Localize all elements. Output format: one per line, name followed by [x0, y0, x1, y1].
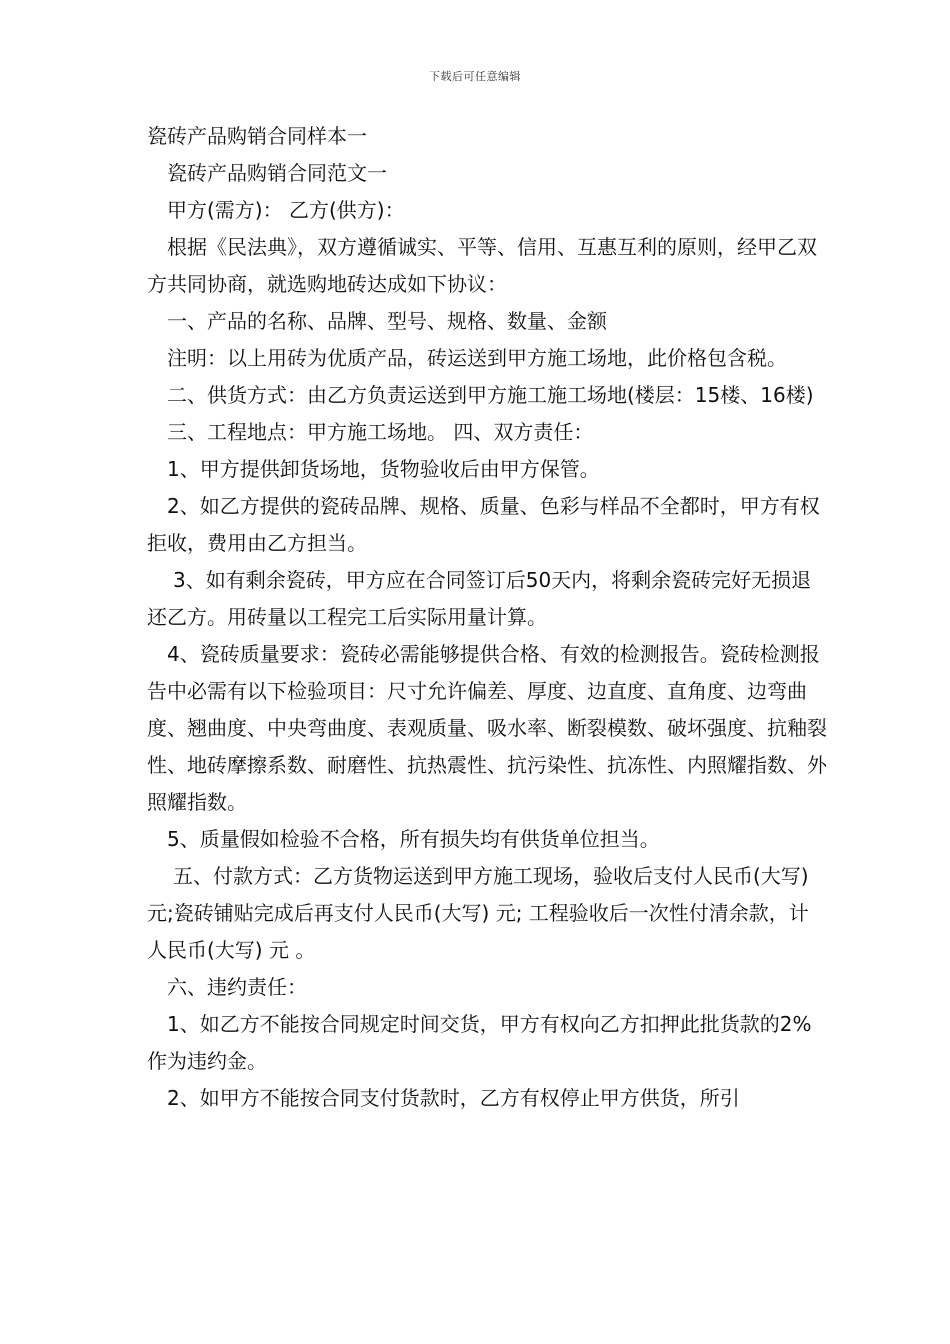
- paragraph-parties: 甲方(需方)： 乙方(供方)：: [167, 198, 405, 222]
- paragraph-section-1: 一、产品的名称、品牌、型号、规格、数量、金额: [167, 309, 607, 333]
- paragraph-section-2: 二、供货方式：由乙方负责运送到甲方施工施工场地(楼层：15楼、16楼): [167, 383, 814, 407]
- paragraph-item-2: 2、如乙方提供的瓷砖品牌、规格、质量、色彩与样品不全都时，甲方有权拒收，费用由乙方担当。: [147, 494, 820, 555]
- header-note: 下载后可任意编辑: [429, 70, 521, 83]
- document-title: 瓷砖产品购销合同样本一: [147, 124, 367, 148]
- paragraph-breach-2: 2、如甲方不能按合同支付货款时，乙方有权停止甲方供货，所引: [167, 1086, 740, 1110]
- paragraph-breach-1: 1、如乙方不能按合同规定时间交货，甲方有权向乙方扣押此批货款的2%作为违约金。: [147, 1012, 812, 1073]
- paragraph-preamble: 根据《民法典》，双方遵循诚实、平等、信用、互惠互利的原则，经甲乙双方共同协商，就选购地砖达成如下协议：: [147, 235, 817, 296]
- paragraph-item-1: 1、甲方提供卸货场地，货物验收后由甲方保管。: [167, 457, 600, 481]
- paragraph-subtitle: 瓷砖产品购销合同范文一: [167, 161, 387, 185]
- paragraph-note: 注明：以上用砖为优质产品，砖运送到甲方施工场地，此价格包含税。: [167, 346, 787, 370]
- paragraph-section-5: 五、付款方式：乙方货物运送到甲方施工现场，验收后支付人民币(大写) 元;瓷砖铺贴完成后再支付人民币(大写) 元; 工程验收后一次性付清余款，计人民币(大写) 元 。: [147, 864, 809, 962]
- paragraph-item-3: 3、如有剩余瓷砖，甲方应在合同签订后50天内，将剩余瓷砖完好无损退还乙方。用砖量以工程完工后实际用量计算。: [147, 568, 812, 629]
- paragraph-section-6: 六、违约责任：: [167, 975, 307, 999]
- paragraph-section-3-4: 三、工程地点：甲方施工场地。 四、双方责任：: [167, 420, 594, 444]
- document-body: [147, 118, 827, 1117]
- paragraph-item-5: 5、质量假如检验不合格，所有损失均有供货单位担当。: [167, 827, 660, 851]
- paragraph-item-4: 4、瓷砖质量要求：瓷砖必需能够提供合格、有效的检测报告。瓷砖检测报告中必需有以下检验项目：尺寸允许偏差、厚度、边直度、直角度、边弯曲度、翘曲度、中央弯曲度、表观质量、吸水率、断裂模数、破坏强度、抗釉裂性、地砖摩擦系数、耐磨性、抗热震性、抗污染性、抗冻性、内照耀指数、外照耀指数。: [147, 642, 827, 814]
